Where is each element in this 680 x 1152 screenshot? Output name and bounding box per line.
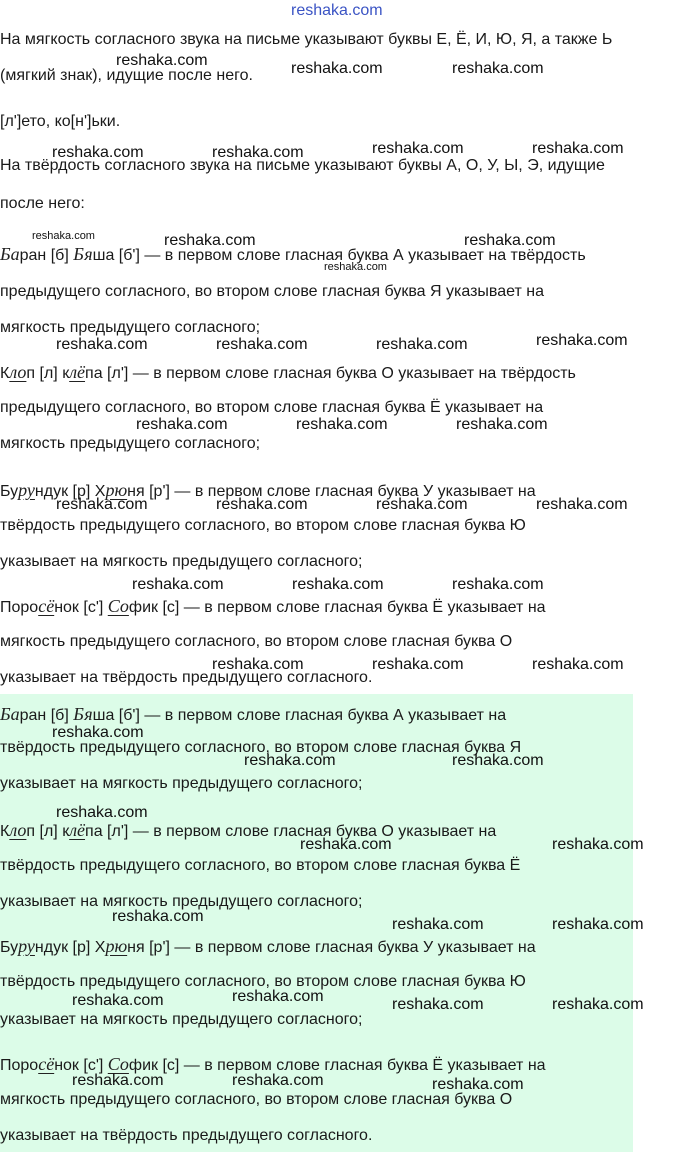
watermark: reshaka.com — [536, 332, 628, 349]
watermark: reshaka.com — [376, 336, 468, 353]
vowel-so: Со — [107, 1054, 129, 1074]
vowel-lyo: лё — [69, 362, 86, 382]
watermark: reshaka.com — [72, 992, 164, 1009]
word-baran-start: Ба — [0, 244, 20, 264]
watermark: reshaka.com — [452, 576, 544, 593]
watermark: reshaka.com — [52, 724, 144, 741]
vowel-lo: ло — [9, 362, 27, 382]
s1-porosenok-line-2: мягкость предыдущего согласного, во втором слове гласная буква О — [0, 633, 513, 650]
watermark: reshaka.com — [536, 496, 628, 513]
watermark: reshaka.com — [56, 496, 148, 513]
watermark: reshaka.com — [296, 416, 388, 433]
s2-klop-line-2: твёрдость предыдущего согласного, во втором слове гласная буква Ё — [0, 857, 521, 874]
watermark: reshaka.com — [216, 496, 308, 513]
s1-klop-line-1: Клоп [л] клёпа [л'] — в первом слове гласная буква О указывает на твёрдость — [0, 362, 576, 382]
watermark: reshaka.com — [464, 232, 556, 249]
s2-burunduk-line-1: Бурундук [р] Хрюня [р'] — в первом слове гласная буква У указывает на — [0, 936, 536, 956]
s2-klop-line-3: указывает на мягкость предыдущего согласного; — [0, 893, 363, 910]
watermark: reshaka.com — [452, 60, 544, 77]
watermark: reshaka.com — [72, 1072, 164, 1089]
watermark: reshaka.com — [212, 144, 304, 161]
watermark: reshaka.com — [112, 908, 204, 925]
s1-klop-line-3: мягкость предыдущего согласного; — [0, 435, 261, 452]
vowel-ryu: рю — [105, 936, 128, 956]
s1-porosenok-line-3: указывает на твёрдость предыдущего согласного. — [0, 669, 373, 686]
s1-burunduk-line-1: Бурундук [р] Хрюня [р'] — в первом слове гласная буква У указывает на — [0, 480, 536, 500]
watermark: reshaka.com — [452, 752, 544, 769]
s1-klop-line-2: предыдущего согласного, во втором слове гласная буква Ё указывает на — [0, 399, 544, 416]
vowel-ru: ру — [18, 936, 35, 956]
watermark: reshaka.com — [324, 261, 387, 273]
watermark: reshaka.com — [232, 988, 324, 1005]
s2-klop-line-1: Клоп [л] клёпа [л'] — в первом слове гласная буква О указывает на — [0, 820, 497, 840]
watermark: reshaka.com — [372, 656, 464, 673]
watermark: reshaka.com — [56, 804, 148, 821]
watermark: reshaka.com — [552, 836, 644, 853]
watermark: reshaka.com — [132, 576, 224, 593]
watermark: reshaka.com — [56, 336, 148, 353]
vowel-ru: ру — [18, 480, 35, 500]
watermark: reshaka.com — [291, 60, 383, 77]
watermark: reshaka.com — [232, 1072, 324, 1089]
s1-baran-line-1: Баран [б] Бяша [б'] — в первом слове гласная буква А указывает на твёрдость — [0, 244, 586, 264]
watermark: reshaka.com — [244, 752, 336, 769]
s1-baran-line-2: предыдущего согласного, во втором слове гласная буква Я указывает на — [0, 283, 545, 300]
watermark: reshaka.com — [392, 996, 484, 1013]
watermark: reshaka.com — [136, 416, 228, 433]
vowel-ryu: рю — [105, 480, 128, 500]
intro-soft-line-2: (мягкий знак), идущие после него. — [0, 67, 253, 84]
s2-porosenok-line-2: мягкость предыдущего согласного, во втором слове гласная буква О — [0, 1091, 513, 1108]
watermark: reshaka.com — [216, 336, 308, 353]
watermark: reshaka.com — [212, 656, 304, 673]
watermark: reshaka.com — [552, 996, 644, 1013]
s1-porosenok-line-1: Поросёнок [с'] Софик [с] — в первом слове гласная буква Ё указывает на — [0, 596, 546, 616]
vowel-syo: сё — [38, 596, 55, 616]
watermark: reshaka.com — [432, 1076, 524, 1093]
s2-porosenok-line-1: Поросёнок [с'] Софик [с] — в первом слове гласная буква Ё указывает на — [0, 1054, 546, 1074]
watermark: reshaka.com — [552, 916, 644, 933]
s2-porosenok-line-3: указывает на твёрдость предыдущего согласного. — [0, 1127, 373, 1144]
word-byasha-start: Бя — [73, 244, 93, 264]
watermark: reshaka.com — [116, 52, 208, 69]
watermark: reshaka.com — [52, 144, 144, 161]
watermark: reshaka.com — [532, 140, 624, 157]
s2-baran-line-1: Баран [б] Бяша [б'] — в первом слове гласная буква А указывает на — [0, 704, 507, 724]
watermark: reshaka.com — [392, 916, 484, 933]
vowel-lo: ло — [9, 820, 27, 840]
s1-baran-line-3: мягкость предыдущего согласного; — [0, 319, 261, 336]
intro-soft-line-1: На мягкость согласного звука на письме указывают буквы Е, Ё, И, Ю, Я, а также Ь — [0, 31, 613, 48]
s1-burunduk-line-2: твёрдость предыдущего согласного, во втором слове гласная буква Ю — [0, 517, 526, 534]
watermark: reshaka.com — [372, 140, 464, 157]
s2-baran-line-2: твёрдость предыдущего согласного, во втором слове гласная буква Я — [0, 739, 522, 756]
s2-burunduk-line-2: твёрдость предыдущего согласного, во втором слове гласная буква Ю — [0, 973, 526, 990]
intro-hard-line-2: после него: — [0, 195, 85, 212]
s1-burunduk-line-3: указывает на мягкость предыдущего согласного; — [0, 553, 363, 570]
s2-baran-line-3: указывает на мягкость предыдущего согласного; — [0, 775, 363, 792]
watermark: reshaka.com — [292, 576, 384, 593]
word-byasha-start: Бя — [73, 704, 93, 724]
vowel-lyo: лё — [69, 820, 86, 840]
vowel-so: Со — [107, 596, 129, 616]
s2-burunduk-line-3: указывает на мягкость предыдущего согласного; — [0, 1011, 363, 1028]
intro-example: [л']ето, ко[н']ьки. — [0, 113, 121, 130]
watermark: reshaka.com — [376, 496, 468, 513]
vowel-syo: сё — [38, 1054, 55, 1074]
word-baran-start: Ба — [0, 704, 20, 724]
watermark: reshaka.com — [300, 836, 392, 853]
watermark: reshaka.com — [164, 232, 256, 249]
watermark: reshaka.com — [32, 230, 95, 242]
watermark: reshaka.com — [532, 656, 624, 673]
intro-hard-line-1: На твёрдость согласного звука на письме указывают буквы А, О, У, Ы, Э, идущие — [0, 157, 605, 174]
watermark: reshaka.com — [456, 416, 548, 433]
site-header-link[interactable]: reshaka.com — [291, 2, 383, 19]
